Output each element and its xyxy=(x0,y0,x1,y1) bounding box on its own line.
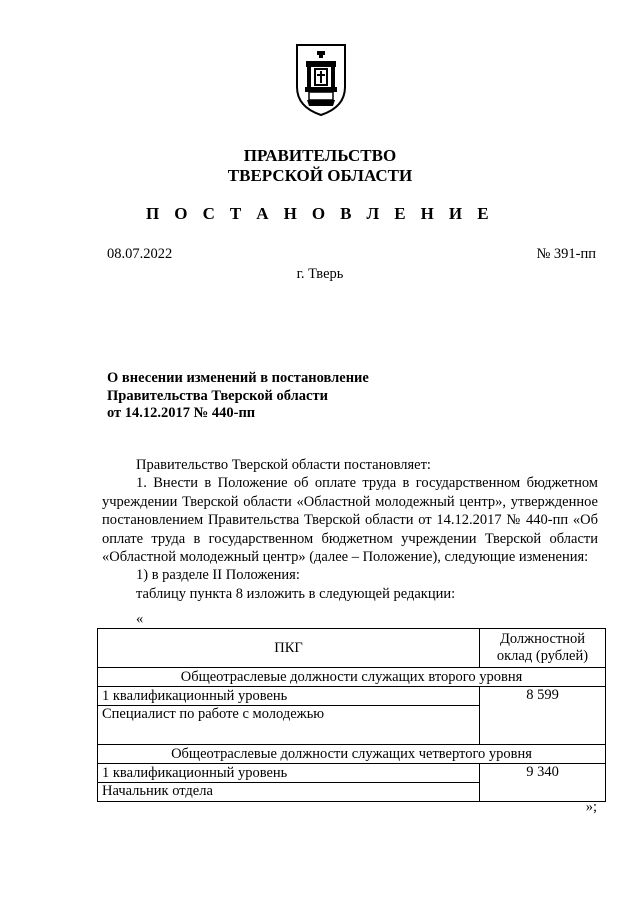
quote-close: »; xyxy=(585,799,597,815)
table-group-row xyxy=(98,668,606,687)
body-paragraph-section: 1) в разделе II Положения: xyxy=(136,567,300,584)
salary-value: 9 340 xyxy=(480,764,606,802)
qualification-level: 1 квалификационный уровень xyxy=(98,764,480,783)
quote-open: « xyxy=(136,611,144,627)
body-paragraph-table-intro: таблицу пункта 8 изложить в следующей редакции: xyxy=(136,585,456,602)
position-name: Начальник отдела xyxy=(98,783,480,802)
table-header-salary xyxy=(480,629,606,668)
group-title: Общеотраслевые должности служащих четвертого уровня xyxy=(98,745,606,764)
subject-line3: от 14.12.2017 № 440-пп xyxy=(107,405,256,421)
qualification-level: 1 квалификационный уровень xyxy=(98,687,480,706)
document-date: 08.07.2022 xyxy=(107,246,173,262)
table-header-salary-line2: оклад (рублей) xyxy=(496,648,589,664)
government-name xyxy=(0,146,640,186)
document-body xyxy=(102,456,598,603)
subject-line1: О внесении изменений в постановление xyxy=(107,370,369,386)
table-row xyxy=(98,687,606,706)
table-group-row xyxy=(98,745,606,764)
document-city: г. Тверь xyxy=(296,266,344,282)
subject-line2: Правительства Тверской области xyxy=(107,387,328,404)
table-header-pkg: ПКГ xyxy=(98,629,480,668)
salary-table xyxy=(97,628,606,802)
document-number: № 391-пп xyxy=(536,246,596,262)
government-name-line1: ПРАВИТЕЛЬСТВО xyxy=(243,146,397,165)
government-name-line2: ТВЕРСКОЙ ОБЛАСТИ xyxy=(227,166,413,185)
document-subject xyxy=(107,370,369,423)
table-header-row xyxy=(98,629,606,668)
body-paragraph-amendment: 1. Внести в Положение об оплате труда в государственном бюджетном учреждении Тверской области «Областной молодежный центр», утвержденное постановлением Правительства Тверской области от 14.12.2017 № 440-пп «Об оплате труда в государственном бюджетном учреждении Тверской области «Областной молодежный центр» (далее – Положение), следующие изменения: xyxy=(102,475,598,566)
table-row xyxy=(98,764,606,783)
coat-of-arms-emblem xyxy=(295,43,347,117)
document-type: П О С Т А Н О В Л Е Н И Е xyxy=(146,204,494,223)
group-title: Общеотраслевые должности служащих второго уровня xyxy=(98,668,606,687)
position-name: Специалист по работе с молодежью xyxy=(98,706,480,745)
body-paragraph-intro: Правительство Тверской области постановляет: xyxy=(136,457,431,473)
table-header-salary-line1: Должностной xyxy=(499,631,586,647)
salary-value: 8 599 xyxy=(480,687,606,745)
